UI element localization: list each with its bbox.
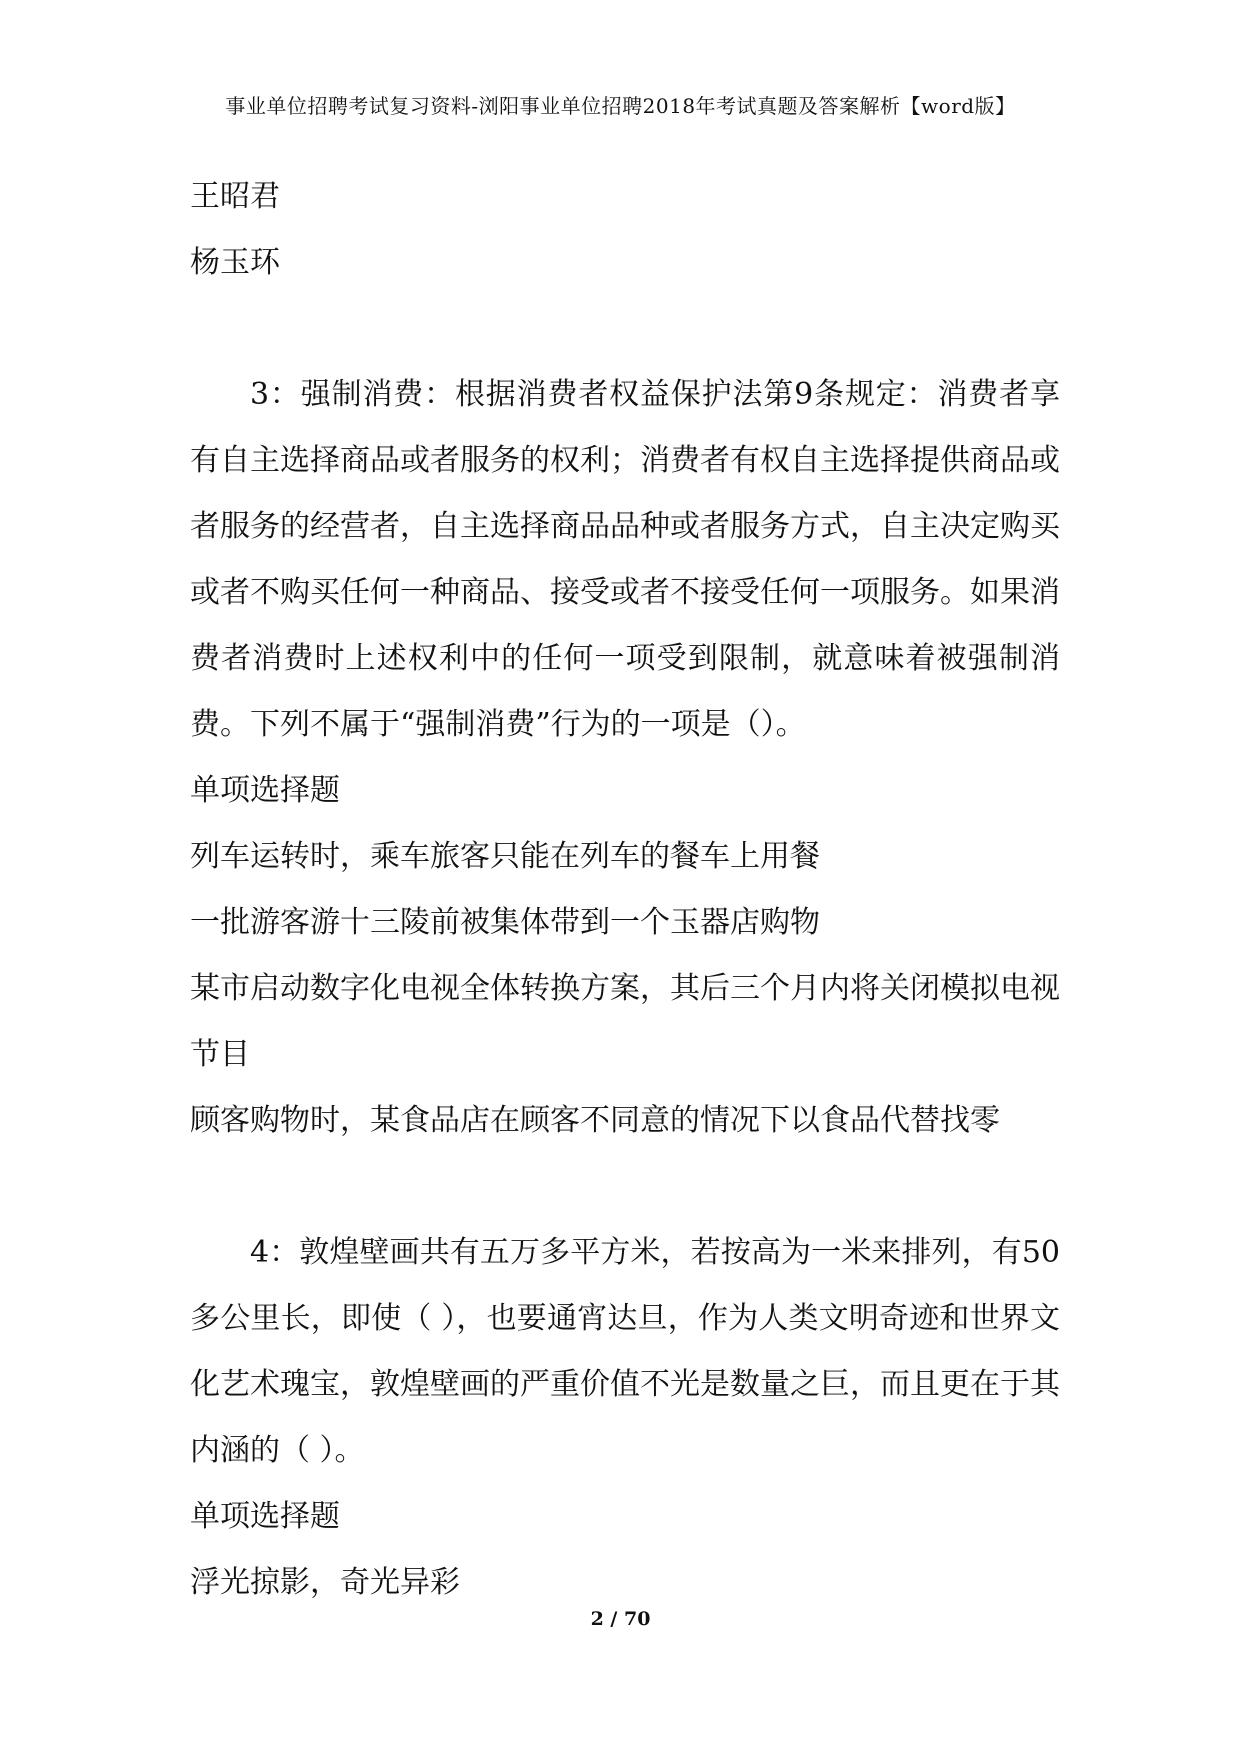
document-body xyxy=(190,164,1060,1616)
question-3-option-1: 列车运转时，乘车旅客只能在列车的餐车上用餐 xyxy=(190,839,820,874)
question-4-type: 单项选择题 xyxy=(190,1499,340,1534)
question-3-option-2: 一批游客游十三陵前被集体带到一个玉器店购物 xyxy=(190,905,820,940)
page-header: 事业单位招聘考试复习资料-浏阳事业单位招聘2018年考试真题及答案解析【word版】 xyxy=(225,94,1016,118)
question-4-stem: 4：敦煌壁画共有五万多平方米，若按高为一米来排列，有50多公里长，即使（ ），也要通宵达旦，作为人类文明奇迹和世界文化艺术瑰宝，敦煌壁画的严重价值不光是数量之巨，而且更在于其内涵的（ ）。 xyxy=(190,1235,1060,1468)
question-3-option-3: 某市启动数字化电视全体转换方案，其后三个月内将关闭模拟电视节目 xyxy=(190,971,1060,1072)
question-3-type: 单项选择题 xyxy=(190,773,340,808)
spacer xyxy=(190,1154,1060,1220)
prev-option-2: 杨玉环 xyxy=(190,245,280,280)
page-number: 2 / 70 xyxy=(590,1608,651,1630)
question-4-option-1: 浮光掠影，奇光异彩 xyxy=(190,1565,460,1600)
spacer xyxy=(190,296,1060,362)
prev-option-1: 王昭君 xyxy=(190,179,280,214)
question-3-stem: 3：强制消费：根据消费者权益保护法第9条规定：消费者享有自主选择商品或者服务的权利；消费者有权自主选择提供商品或者服务的经营者，自主选择商品品种或者服务方式，自主决定购买或者不购买任何一种商品、接受或者不接受任何一项服务。如果消费者消费时上述权利中的任何一项受到限制，就意味着被强制消费。下列不属于“强制消费”行为的一项是（）。 xyxy=(190,377,1060,742)
question-3-option-4: 顾客购物时，某食品店在顾客不同意的情况下以食品代替找零 xyxy=(190,1103,1000,1138)
